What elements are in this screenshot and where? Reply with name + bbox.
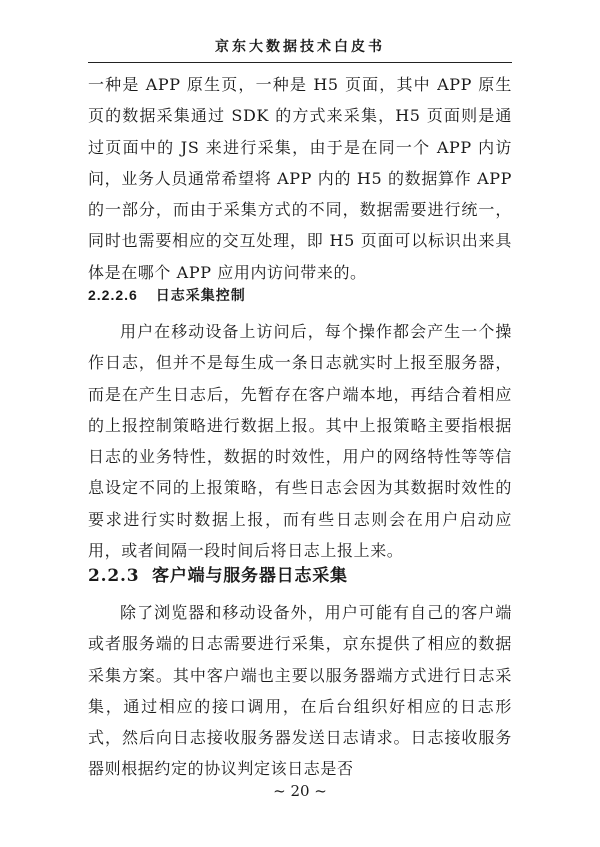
paragraph-text: 除了浏览器和移动设备外，用户可能有自己的客户端或者服务端的日志需要进行采集，京东提供了相应的数据采集方案。其中客户端也主要以服务器端方式进行日志采集，通过相应的接口调用，在后台组织好相应的日志形式，然后向日志接收服务器发送日志请求。日志接收服务器则根据约定的协议判定该日志是否 xyxy=(88,603,512,779)
section-heading-2-2-3 xyxy=(88,561,348,586)
section-number: 2.2.2.6 xyxy=(88,287,138,303)
paragraph-text: 用户在移动设备上访问后，每个操作都会产生一个操作日志，但并不是每生成一条日志就实时上报至服务器，而是在产生日志后，先暂存在客户端本地，再结合着相应的上报控制策略进行数据上报。其中上报策略主要指根据日志的业务特性，数据的时效性，用户的网络特性等等信息设定不同的上报策略，有些日志会因为其数据时效性的要求进行实时数据上报，而有些日志则会在用户启动应用，或者间隔一段时间后将日志上报上来。 xyxy=(88,322,512,561)
section-title: 客户端与服务器日志采集 xyxy=(152,566,348,586)
paragraph-log-control xyxy=(88,316,512,566)
page-number: ~ 20 ~ xyxy=(273,782,327,800)
paragraph-app-h5 xyxy=(88,69,512,288)
running-header: 京东大数据技术白皮书 xyxy=(88,36,512,63)
section-heading-2-2-2-6 xyxy=(88,285,246,305)
section-number: 2.2.3 xyxy=(88,566,140,586)
paragraph-client-server xyxy=(88,597,512,785)
paragraph-text: 一种是 APP 原生页，一种是 H5 页面，其中 APP 原生页的数据采集通过 SDK 的方式来采集，H5 页面则是通过页面中的 JS 来进行采集，由于是在同一个 APP 内访问，业务人员通常希望将 APP 内的 H5 的数据算作 APP 的一部分，而由于采集方式的不同，数据需要进行统一，同时也需要相应的交互处理，即 H5 页面可以标识出来具体是在哪个 APP 应用内访问带来的。 xyxy=(88,75,512,282)
section-title: 日志采集控制 xyxy=(155,288,246,304)
